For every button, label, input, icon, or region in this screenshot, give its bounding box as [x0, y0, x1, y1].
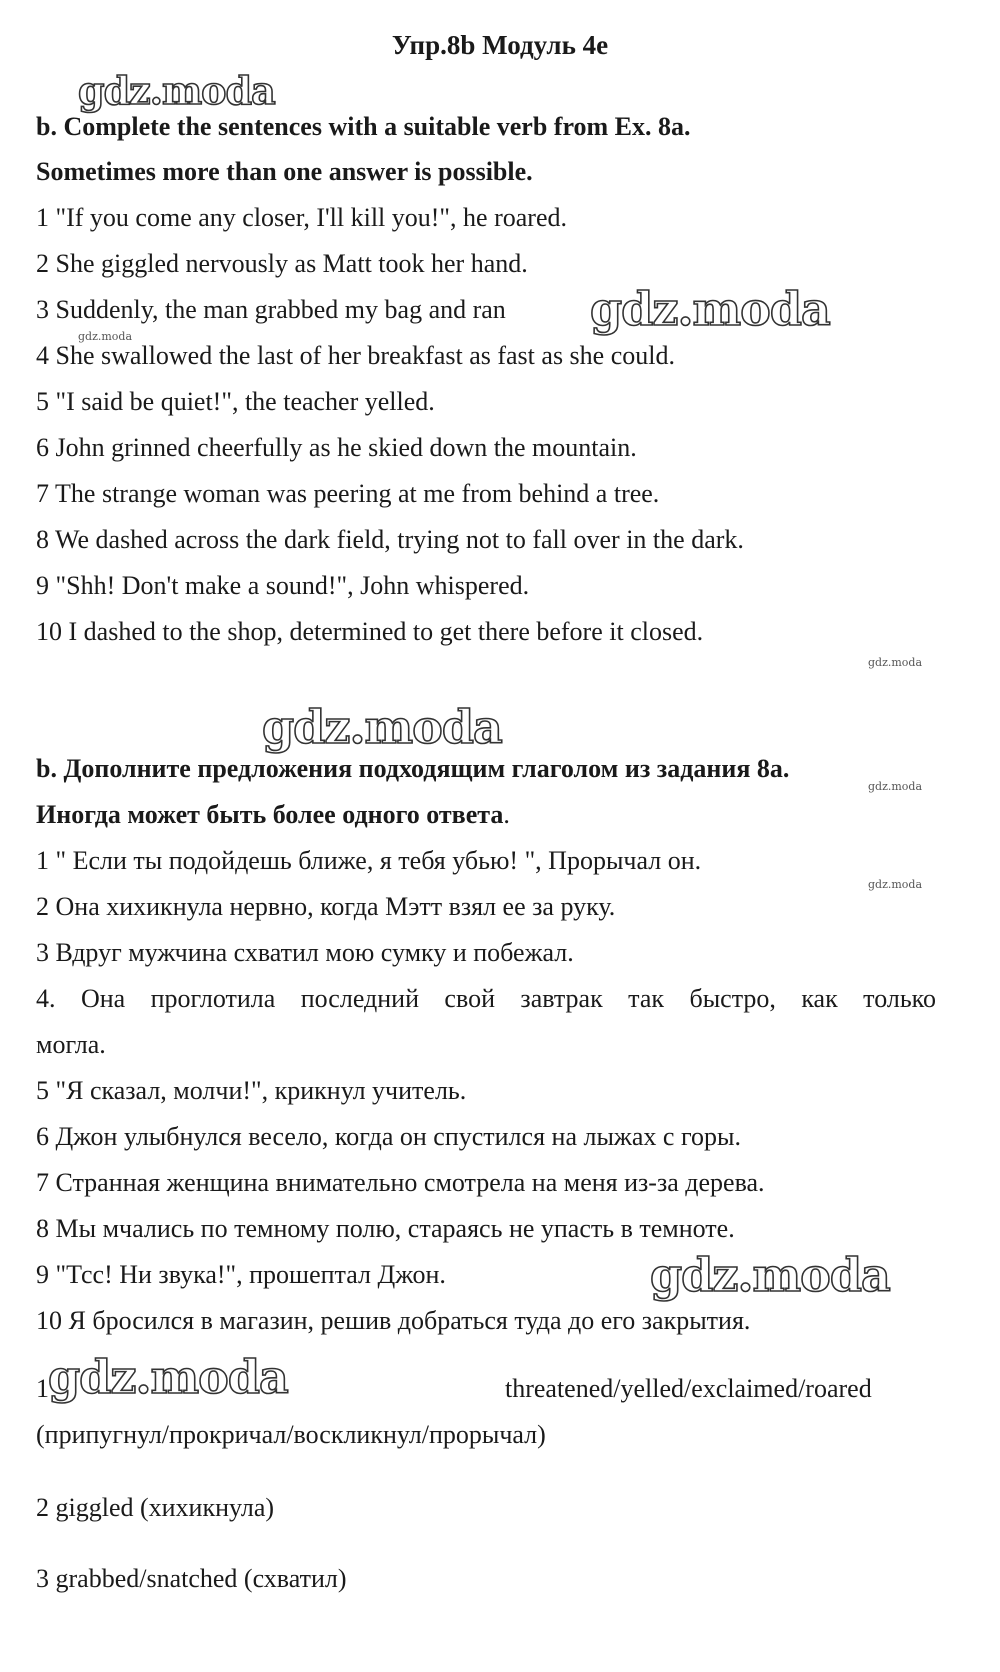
sentence-ru-8: 8 Мы мчались по темному полю, стараясь не упасть в темноте. — [36, 1214, 735, 1243]
sentence-ru-3: 3 Вдруг мужчина схватил мою сумку и побежал. — [36, 938, 574, 967]
instruction-ru-line-1: b. Дополните предложения подходящим глаголом из задания 8a. — [36, 754, 790, 783]
instruction-en-line-1: b. Complete the sentences with a suitable verb from Ex. 8a. — [36, 112, 691, 141]
sentence-en-2: 2 She giggled nervously as Matt took her hand. — [36, 249, 528, 278]
sentence-en-10: 10 I dashed to the shop, determined to get there before it closed. — [36, 617, 704, 646]
sentence-ru-5: 5 "Я сказал, молчи!", крикнул учитель. — [36, 1076, 467, 1105]
answer-1-ru: (припугнул/прокричал/воскликнул/прорычал) — [36, 1420, 546, 1449]
sentence-ru-7: 7 Странная женщина внимательно смотрела на меня из-за дерева. — [36, 1168, 765, 1197]
watermark: gdz.moda — [78, 68, 275, 113]
watermark: gdz.moda — [868, 780, 923, 793]
answer-2: 2 giggled (хихикнула) — [36, 1493, 275, 1522]
watermark: gdz.moda — [650, 1248, 890, 1302]
sentence-en-5: 5 "I said be quiet!", the teacher yelled. — [36, 387, 435, 416]
sentence-en-1: 1 "If you come any closer, I'll kill you!", he roared. — [36, 203, 567, 232]
answer-3: 3 grabbed/snatched (схватил) — [36, 1564, 347, 1593]
sentence-en-7: 7 The strange woman was peering at me from behind a tree. — [36, 479, 660, 508]
sentence-en-4: 4 She swallowed the last of her breakfast as fast as she could. — [36, 341, 675, 370]
sentence-ru-4-cont: могла. — [36, 1030, 106, 1059]
instruction-ru-line-2 — [36, 800, 510, 830]
instruction-en-line-2: Sometimes more than one answer is possible. — [36, 157, 533, 186]
sentence-en-8: 8 We dashed across the dark field, trying not to fall over in the dark. — [36, 525, 744, 554]
sentence-en-3: 3 Suddenly, the man grabbed my bag and ran — [36, 295, 506, 324]
page-title: Упр.8b Модуль 4e — [391, 30, 609, 60]
watermark: gdz.moda — [868, 656, 923, 669]
sentence-ru-1: 1 " Если ты подойдешь ближе, я тебя убью! ", Прорычал он. — [36, 846, 702, 875]
sentence-en-6: 6 John grinned cheerfully as he skied down the mountain. — [36, 433, 637, 462]
answer-1-number: 1 — [36, 1374, 49, 1403]
sentence-ru-6: 6 Джон улыбнулся весело, когда он спустился на лыжах с горы. — [36, 1122, 741, 1151]
watermark: gdz.moda — [590, 282, 830, 336]
sentence-ru-9: 9 "Тсс! Ни звука!", прошептал Джон. — [36, 1260, 446, 1289]
answer-1-en: threatened/yelled/exclaimed/roared — [505, 1374, 872, 1403]
watermark: gdz.moda — [868, 878, 923, 891]
instruction-ru-period: . — [503, 800, 510, 829]
sentence-ru-10: 10 Я бросился в магазин, решив добраться туда до его закрытия. — [36, 1306, 751, 1335]
watermark: gdz.moda — [48, 1350, 288, 1404]
sentence-ru-4: 4. Она проглотила последний свой завтрак так быстро, как только — [36, 984, 936, 1013]
watermark: gdz.moda — [78, 330, 133, 343]
instruction-ru-text: Иногда может быть более одного ответа — [36, 800, 504, 829]
sentence-en-9: 9 "Shh! Don't make a sound!", John whispered. — [36, 571, 530, 600]
sentence-ru-2: 2 Она хихикнула нервно, когда Мэтт взял ее за руку. — [36, 892, 616, 921]
watermark: gdz.moda — [262, 700, 502, 754]
